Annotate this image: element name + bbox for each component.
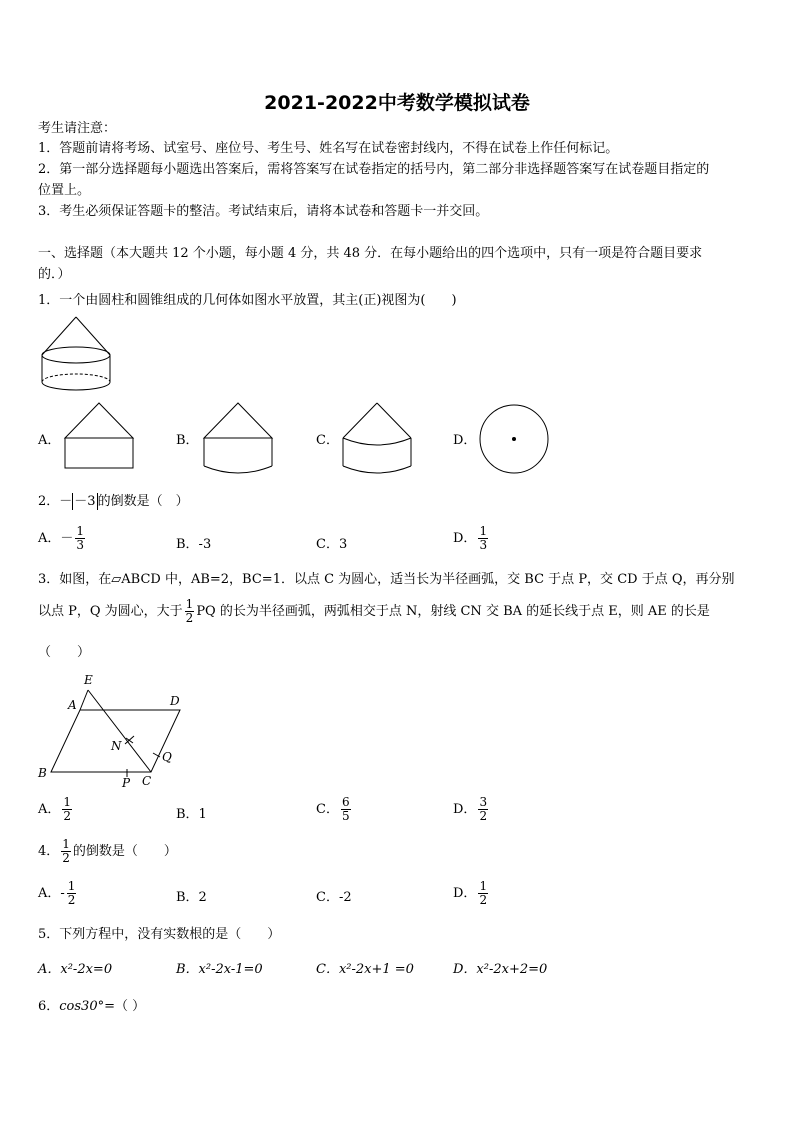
option-d-figure [476,404,552,476]
question-3-line3: （ ） [38,645,91,660]
option-d-label: D． [453,433,477,448]
point-label-c: C [142,774,152,788]
point-label-n: N [111,739,122,753]
question-3-line2 [38,598,710,625]
fraction [185,598,195,625]
fraction [478,525,488,552]
fraction-denominator: 3 [76,538,85,552]
fraction [67,880,77,907]
fraction-numerator: 1 [67,879,76,893]
parallelogram-figure [36,668,186,790]
fraction [341,796,351,823]
fraction-numerator: 1 [76,524,85,538]
q3-option-c [316,796,353,823]
q2-option-a [38,525,87,552]
fraction [62,796,72,823]
q5-option-a: A．x²-2x=0 [38,962,113,977]
fraction-denominator: 3 [479,538,488,552]
notice-item: 2．第一部分选择题每小题选出答案后，需将答案写在试卷指定的括号内，第二部分非选择题答案写在试卷题目指定的 [38,162,710,177]
notice-item: 位置上。 [38,183,91,198]
fraction-denominator: 2 [185,611,194,625]
fraction [75,525,85,552]
question-5-stem: 5．下列方程中，没有实数根的是（ ） [38,927,281,942]
option-a-label: A． [38,433,61,448]
question-3-line1: 3．如图，在▱ABCD 中，AB=2，BC=1．以点 C 为圆心，适当长为半径画弧，交 BC 于点 P，交 CD 于点 Q，再分别 [38,572,735,587]
point-label-q: Q [162,750,172,764]
abs-value [72,493,97,510]
point-label-d: D [170,694,180,708]
q3-option-d [453,796,490,823]
q3-option-a [38,796,74,823]
q2-option-d-label: D． [453,531,477,546]
q2-option-a-sign: － [60,531,74,546]
fraction-numerator: 1 [63,795,72,809]
point-label-p: P [122,776,131,790]
q2-suffix: 的倒数是（ ） [97,494,189,509]
notice-item: 1．答题前请将考场、试室号、座位号、考生号、姓名写在试卷密封线内，不得在试卷上作任何标记。 [38,141,619,156]
fraction [478,796,488,823]
notice-item: 3．考生必须保证答题卡的整洁。考试结束后，请将本试卷和答题卡一并交回。 [38,204,489,219]
option-c-figure [339,400,415,476]
q4-option-a [38,880,78,907]
q6-function: cos30° [59,999,105,1014]
q2-option-d [453,525,490,552]
question-2-stem [38,493,189,511]
q2-prefix: 2．－ [38,494,73,509]
q3-option-b: B．1 [176,807,207,822]
q2-option-b: B．-3 [176,537,212,552]
point-label-b: B [38,766,47,780]
page-title: 2021-2022中考数学模拟试卷 [264,92,530,114]
question-6-stem [38,998,145,1016]
fraction [478,880,488,907]
q3-line2a: 以点 P，Q 为圆心，大于 [38,604,183,619]
q2-option-a-label: A． [38,531,61,546]
fraction-denominator: 5 [341,809,350,823]
point-label-e: E [84,673,93,687]
fraction-denominator: 2 [67,893,76,907]
fraction-numerator: 6 [341,795,350,809]
question-1-stem: 1．一个由圆柱和圆锥组成的几何体如图水平放置，其主(正)视图为( ) [38,293,457,308]
section-heading: 一、选择题（本大题共 12 个小题，每小题 4 分，共 48 分．在每小题给出的四个选项中，只有一项是符合题目要求 [38,246,703,261]
fraction-denominator: 2 [479,809,488,823]
q3-line2b: PQ 的长为半径画弧，两弧相交于点 N，射线 CN 交 BA 的延长线于点 E，则 AE 的长是 [196,604,710,619]
fraction [61,838,71,865]
q3-option-a-label: A． [38,802,61,817]
q4-option-c: C．-2 [316,890,352,905]
option-b-figure [200,400,276,476]
q2-option-c: C．3 [316,537,348,552]
q4-option-d [453,880,490,907]
fraction-numerator: 1 [62,837,70,851]
notice-heading: 考生请注意： [38,121,117,136]
q6-suffix: =（ ） [104,999,146,1014]
fraction-denominator: 2 [63,809,72,823]
q3-option-c-label: C． [316,802,339,817]
fraction-denominator: 2 [479,893,488,907]
q3-option-d-label: D． [453,802,477,817]
fraction-denominator: 2 [62,851,70,865]
fraction-numerator: 1 [479,524,488,538]
fraction-numerator: 1 [185,597,194,611]
cylinder-cone-figure [38,314,122,394]
question-4-stem [38,838,177,865]
q4-suffix: 的倒数是（ ） [72,844,177,859]
abs-inner: －3 [74,494,96,509]
q4-option-d-label: D． [453,886,477,901]
point-label-a: A [68,698,77,712]
q5-option-b: B．x²-2x-1=0 [176,962,263,977]
q4-option-a-label: A．- [38,886,65,901]
fraction-numerator: 3 [479,795,488,809]
q5-option-d: D．x²-2x+2=0 [453,962,548,977]
option-b-label: B． [176,433,199,448]
option-c-label: C． [316,433,339,448]
q4-option-b: B．2 [176,890,207,905]
option-a-figure [62,400,136,472]
section-heading-cont: 的．） [38,267,71,282]
q4-prefix: 4． [38,844,60,859]
q6-prefix: 6． [38,999,60,1014]
q5-option-c: C．x²-2x+1 =0 [316,962,414,977]
fraction-numerator: 1 [479,879,488,893]
